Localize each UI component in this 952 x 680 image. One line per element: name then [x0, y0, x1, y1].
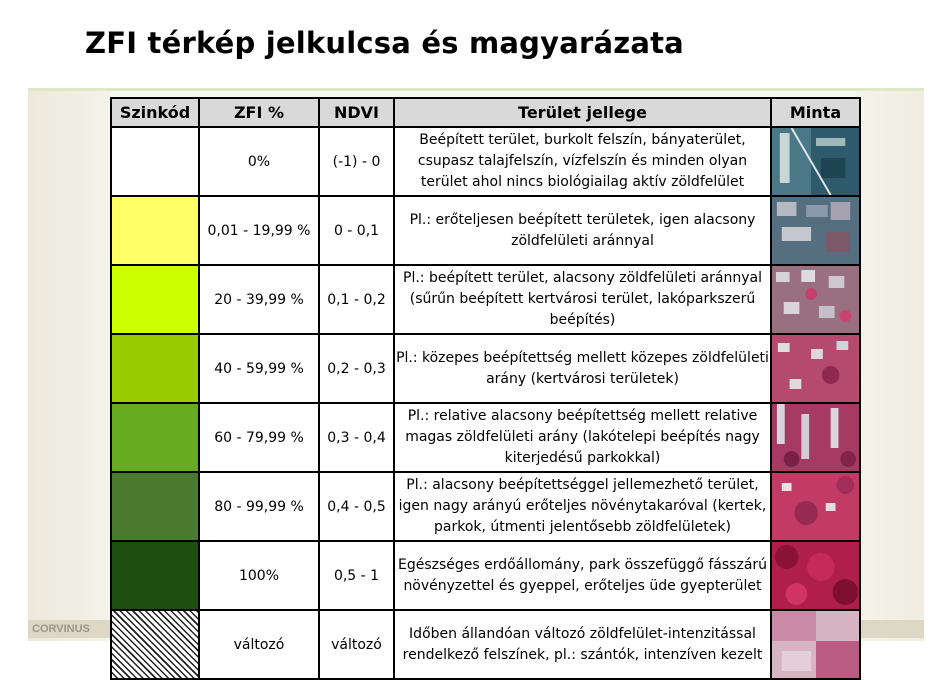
sample-image: [771, 541, 860, 610]
ndvi-value: (-1) - 0: [319, 127, 394, 196]
background-decoration-right: [856, 91, 924, 641]
zfi-value: 40 - 59,99 %: [199, 334, 319, 403]
color-swatch: [111, 403, 199, 472]
sample-image: [771, 610, 860, 679]
header-color-code: Szinkód: [111, 98, 199, 127]
zfi-value: 0,01 - 19,99 %: [199, 196, 319, 265]
ndvi-value: 0,4 - 0,5: [319, 472, 394, 541]
header-ndvi: NDVI: [319, 98, 394, 127]
sample-aerial-photo: [772, 404, 859, 471]
table-row: [111, 196, 860, 265]
table-row: [111, 403, 860, 472]
ndvi-value: 0,2 - 0,3: [319, 334, 394, 403]
zfi-value: változó: [199, 610, 319, 679]
footer-decoration: [858, 620, 924, 638]
area-description: Egészséges erdőállomány, park összefüggő fásszárú növényzettel és gyeppel, erőteljes üde gyepterület: [394, 541, 771, 610]
table-row: [111, 541, 860, 610]
sample-image: [771, 472, 860, 541]
sample-image: [771, 196, 860, 265]
sample-aerial-photo: [772, 542, 859, 609]
sample-aerial-photo: [772, 335, 859, 402]
sample-aerial-photo: [772, 611, 859, 678]
sample-image: [771, 403, 860, 472]
color-swatch: [111, 196, 199, 265]
table-row: [111, 472, 860, 541]
table-row: [111, 610, 860, 679]
color-swatch: [111, 472, 199, 541]
table-row: [111, 334, 860, 403]
area-description: Időben állandóan változó zöldfelület-intenzitással rendelkező felszínek, pl.: szántók, intenzíven kezelt: [394, 610, 771, 679]
zfi-value: 80 - 99,99 %: [199, 472, 319, 541]
color-swatch: [111, 127, 199, 196]
area-description: Pl.: relative alacsony beépítettség mellett relative magas zöldfelületi arány (lakótelepi beépítés nagy kiterjedésű parkokkal): [394, 403, 771, 472]
legend-table: [110, 97, 861, 680]
header-zfi: ZFI %: [199, 98, 319, 127]
area-description: Pl.: erőteljesen beépített területek, igen alacsony zöldfelületi aránnyal: [394, 196, 771, 265]
ndvi-value: 0,3 - 0,4: [319, 403, 394, 472]
zfi-value: 20 - 39,99 %: [199, 265, 319, 334]
color-swatch: [111, 541, 199, 610]
page-title: ZFI térkép jelkulcsa és magyarázata: [85, 26, 684, 60]
area-description: Pl.: alacsony beépítettséggel jellemezhető terület, igen nagy arányú erőteljes növénytakaróval (kertek, parkok, útmenti jelentősebb zöldfelületek): [394, 472, 771, 541]
table-row: [111, 127, 860, 196]
table-row: [111, 265, 860, 334]
header-area-type: Terület jellege: [394, 98, 771, 127]
background-decoration-left: [28, 91, 110, 641]
color-swatch: [111, 334, 199, 403]
sample-aerial-photo: [772, 197, 859, 264]
table-header-row: [111, 98, 860, 127]
ndvi-value: 0 - 0,1: [319, 196, 394, 265]
corvinus-logo: CORVINUS: [28, 620, 110, 638]
header-sample: Minta: [771, 98, 860, 127]
sample-image: [771, 265, 860, 334]
area-description: Pl.: beépített terület, alacsony zöldfelületi aránnyal (sűrűn beépített kertvárosi terület, lakóparkszerű beépítés): [394, 265, 771, 334]
sample-aerial-photo: [772, 128, 859, 195]
zfi-value: 100%: [199, 541, 319, 610]
sample-image: [771, 127, 860, 196]
zfi-value: 0%: [199, 127, 319, 196]
ndvi-value: 0,5 - 1: [319, 541, 394, 610]
color-swatch: [111, 265, 199, 334]
color-swatch: [111, 610, 199, 679]
area-description: Beépített terület, burkolt felszín, bányaterület, csupasz talajfelszín, vízfelszín és minden olyan terület ahol nincs biológiailag aktív zöldfelület: [394, 127, 771, 196]
zfi-value: 60 - 79,99 %: [199, 403, 319, 472]
ndvi-value: 0,1 - 0,2: [319, 265, 394, 334]
area-description: Pl.: közepes beépítettség mellett közepes zöldfelületi arány (kertvárosi területek): [394, 334, 771, 403]
ndvi-value: változó: [319, 610, 394, 679]
sample-image: [771, 334, 860, 403]
sample-aerial-photo: [772, 266, 859, 333]
sample-aerial-photo: [772, 473, 859, 540]
